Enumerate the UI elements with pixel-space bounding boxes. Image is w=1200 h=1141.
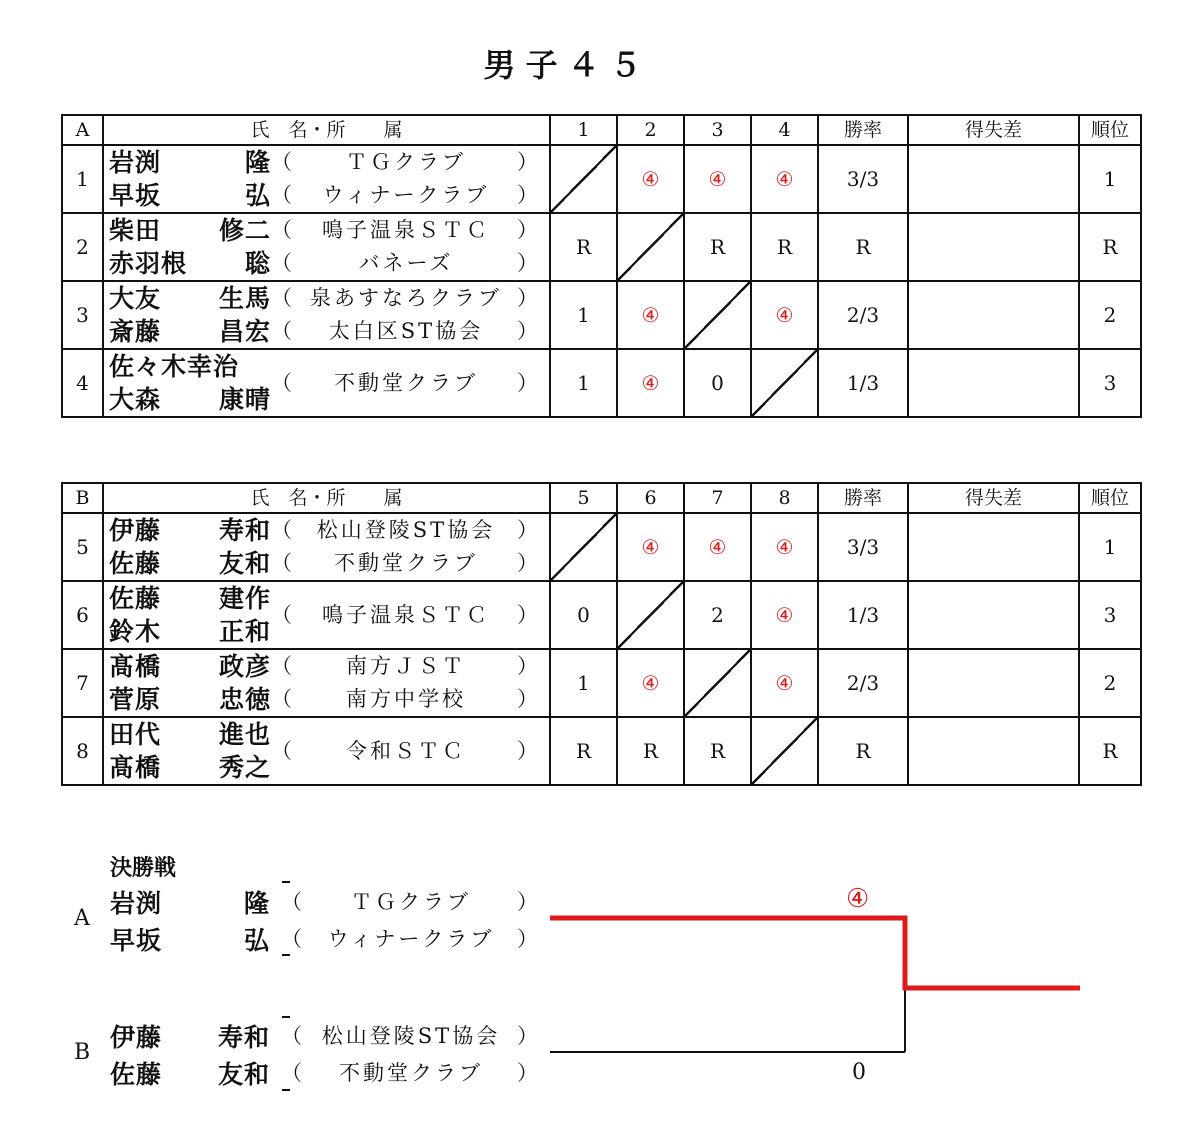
match-result: ④ — [617, 513, 684, 581]
match-result: ④ — [684, 145, 751, 213]
group-label: A — [62, 115, 103, 145]
player-name: 大友 生馬 — [109, 284, 271, 313]
win-rate-cell: R — [818, 717, 908, 785]
match-result: R — [684, 213, 751, 281]
header-opponent-2: 2 — [617, 115, 684, 145]
header-score-diff: 得失差 — [908, 483, 1079, 513]
affiliation: （ 鳴子温泉ＳＴＣ ） — [271, 218, 541, 242]
match-result: 0 — [684, 349, 751, 417]
rank-cell: 2 — [1079, 649, 1141, 717]
group-label: B — [62, 483, 103, 513]
rank-cell: 3 — [1079, 349, 1141, 417]
header-win-rate: 勝率 — [818, 483, 908, 513]
row-number: 6 — [62, 581, 103, 649]
final-b-player-1: 伊藤 寿和 — [110, 1023, 270, 1052]
match-result: ④ — [617, 649, 684, 717]
final-score-a: ④ — [846, 884, 870, 914]
match-result: R — [550, 213, 617, 281]
row-number: 3 — [62, 281, 103, 349]
match-result: ④ — [617, 349, 684, 417]
row-number: 4 — [62, 349, 103, 417]
affiliation: （ ウィナークラブ ） — [271, 183, 541, 207]
player-name: 大森 康晴 — [109, 385, 271, 414]
affiliation: （ 令和ＳＴＣ ） — [271, 738, 541, 763]
match-result: R — [684, 717, 751, 785]
rank-cell: 2 — [1079, 281, 1141, 349]
win-rate-cell: 3/3 — [818, 513, 908, 581]
affiliation: （ 松山登陵ST協会 ） — [271, 518, 541, 542]
match-result: R — [550, 717, 617, 785]
header-opponent-4: 4 — [751, 115, 818, 145]
header-opponent-5: 5 — [550, 483, 617, 513]
match-result: ④ — [751, 281, 818, 349]
rank-cell: R — [1079, 717, 1141, 785]
affiliation: （ バネーズ ） — [271, 251, 541, 275]
match-result: 1 — [550, 649, 617, 717]
match-result: ④ — [617, 145, 684, 213]
match-result: 0 — [550, 581, 617, 649]
rank-cell: 3 — [1079, 581, 1141, 649]
final-seed-a: A — [74, 906, 90, 931]
player-name: 髙橋 政彦 — [109, 652, 271, 681]
player-name: 佐藤 建作 — [109, 584, 271, 613]
match-result: 2 — [684, 581, 751, 649]
match-result: ④ — [751, 649, 818, 717]
final-a-player-1: 岩渕 隆 — [110, 889, 270, 918]
win-rate-cell: 3/3 — [818, 145, 908, 213]
win-rate-cell: 2/3 — [818, 281, 908, 349]
bracket-winner-path — [550, 918, 1080, 988]
final-a-aff-1: （ ＴＧクラブ ） — [281, 890, 541, 914]
header-win-rate: 勝率 — [818, 115, 908, 145]
header-name-affiliation: 氏 名・所 属 — [103, 483, 550, 513]
row-number: 2 — [62, 213, 103, 281]
player-name: 髙橋 秀之 — [109, 753, 271, 782]
match-result: R — [751, 213, 818, 281]
page-title: 男子４５ — [483, 46, 652, 84]
win-rate-cell: 1/3 — [818, 581, 908, 649]
match-result: ④ — [751, 145, 818, 213]
player-name: 佐々木幸治 — [109, 352, 240, 381]
header-opponent-7: 7 — [684, 483, 751, 513]
player-name: 赤羽根 聡 — [109, 249, 271, 278]
player-name: 斎藤 昌宏 — [109, 317, 271, 346]
win-rate-cell: 2/3 — [818, 649, 908, 717]
header-name-affiliation: 氏 名・所 属 — [103, 115, 550, 145]
match-result: 1 — [550, 349, 617, 417]
affiliation: （ 南方中学校 ） — [271, 687, 541, 711]
affiliation: （ 泉あすなろクラブ ） — [271, 286, 541, 310]
rank-cell: 1 — [1079, 145, 1141, 213]
player-name: 伊藤 寿和 — [109, 516, 271, 545]
player-name: 岩渕 隆 — [109, 148, 271, 177]
final-b-aff-2: （ 不動堂クラブ ） — [281, 1061, 541, 1085]
rank-cell: R — [1079, 213, 1141, 281]
win-rate-cell: R — [818, 213, 908, 281]
header-opponent-1: 1 — [550, 115, 617, 145]
affiliation: （ 鳴子温泉ＳＴＣ ） — [271, 602, 541, 627]
final-a-aff-2: （ ウィナークラブ ） — [281, 927, 541, 951]
row-number: 7 — [62, 649, 103, 717]
affiliation: （ 不動堂クラブ ） — [271, 370, 541, 395]
row-number: 8 — [62, 717, 103, 785]
win-rate-cell: 1/3 — [818, 349, 908, 417]
match-result: R — [617, 717, 684, 785]
header-score-diff: 得失差 — [908, 115, 1079, 145]
player-name: 田代 進也 — [109, 720, 271, 749]
player-name: 佐藤 友和 — [109, 549, 271, 578]
header-opponent-8: 8 — [751, 483, 818, 513]
final-score-b: 0 — [852, 1060, 866, 1085]
player-name: 柴田 修二 — [109, 216, 271, 245]
header-rank: 順位 — [1079, 483, 1141, 513]
final-b-player-2: 佐藤 友和 — [110, 1060, 270, 1089]
row-number: 5 — [62, 513, 103, 581]
rank-cell: 1 — [1079, 513, 1141, 581]
match-result: ④ — [751, 513, 818, 581]
final-a-player-2: 早坂 弘 — [110, 926, 270, 955]
header-rank: 順位 — [1079, 115, 1141, 145]
final-seed-b: B — [74, 1040, 91, 1065]
affiliation: （ 南方ＪＳＴ ） — [271, 654, 541, 678]
header-opponent-3: 3 — [684, 115, 751, 145]
affiliation: （ 不動堂クラブ ） — [271, 551, 541, 575]
player-name: 菅原 忠徳 — [109, 685, 271, 714]
header-opponent-6: 6 — [617, 483, 684, 513]
player-name: 鈴木 正和 — [109, 617, 271, 646]
row-number: 1 — [62, 145, 103, 213]
affiliation: （ 太白区ST協会 ） — [271, 319, 541, 343]
final-label: 決勝戦 — [110, 856, 177, 881]
match-result: ④ — [684, 513, 751, 581]
final-b-aff-1: （ 松山登陵ST協会 ） — [281, 1024, 541, 1048]
match-result: 1 — [550, 281, 617, 349]
player-name: 早坂 弘 — [109, 181, 271, 210]
affiliation: （ ＴＧクラブ ） — [271, 150, 541, 174]
match-result: ④ — [751, 581, 818, 649]
match-result: ④ — [617, 281, 684, 349]
